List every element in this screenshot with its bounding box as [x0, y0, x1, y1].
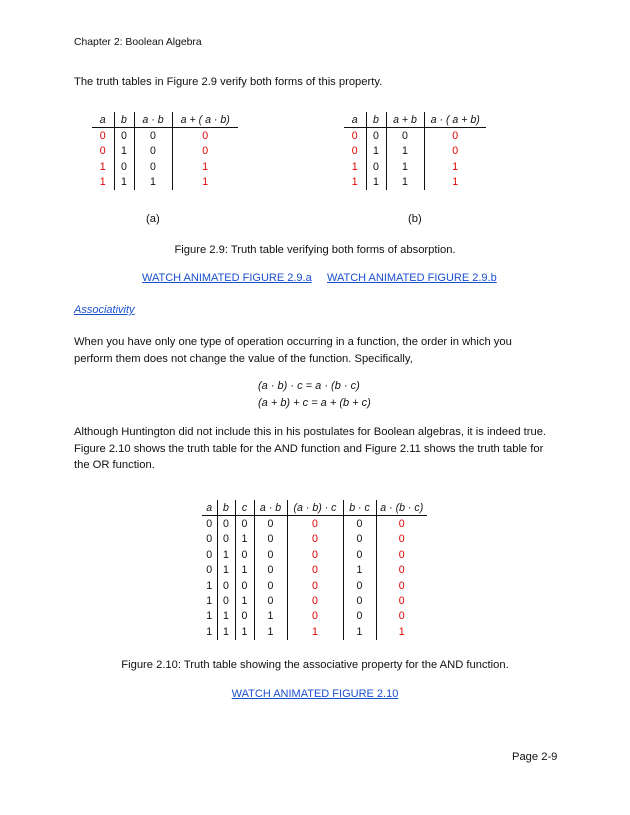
column-header: b — [114, 112, 134, 128]
column-header: b · c — [343, 500, 376, 516]
assoc-paragraph-2 — [74, 424, 546, 474]
cell: 0 — [254, 593, 287, 608]
cell: 0 — [217, 593, 235, 608]
subfigure-label-a: (a) — [146, 213, 160, 225]
table-row — [202, 609, 427, 624]
cell: 0 — [376, 516, 427, 532]
watch-figure-2-9b-link[interactable]: WATCH ANIMATED FIGURE 2.9.b — [327, 272, 497, 284]
cell: 0 — [287, 609, 343, 624]
cell: 1 — [235, 593, 254, 608]
cell: 0 — [235, 609, 254, 624]
cell: 1 — [235, 563, 254, 578]
cell: 1 — [343, 563, 376, 578]
chapter-header: Chapter 2: Boolean Algebra — [74, 37, 202, 48]
cell: 0 — [114, 159, 134, 174]
cell: 0 — [343, 609, 376, 624]
cell: 0 — [287, 547, 343, 562]
cell: 0 — [287, 532, 343, 547]
cell: 1 — [172, 175, 238, 190]
cell: 1 — [99, 176, 106, 189]
cell: 0 — [206, 533, 213, 546]
cell: 1 — [114, 144, 134, 159]
paragraph-line: Figure 2.10 shows the truth table for the AND function and Figure 2.11 shows the truth table for — [74, 442, 544, 455]
figure-2-10-caption: Figure 2.10: Truth table showing the associative property for the AND function. — [121, 659, 509, 671]
watch-figure-2-9a-link[interactable]: WATCH ANIMATED FIGURE 2.9.a — [142, 272, 312, 284]
cell: 0 — [206, 548, 213, 561]
figure-2-9-caption: Figure 2.9: Truth table verifying both forms of absorption. — [174, 244, 456, 256]
truth-table-2-10 — [202, 500, 427, 640]
cell: 0 — [287, 593, 343, 608]
cell: 1 — [366, 175, 386, 190]
table-row — [344, 144, 486, 159]
column-header: (a · b) · c — [287, 500, 343, 516]
cell: 1 — [351, 160, 358, 173]
cell: 0 — [366, 159, 386, 174]
cell: 1 — [376, 624, 427, 639]
table-row — [202, 578, 427, 593]
cell: 1 — [206, 610, 213, 623]
column-header: a · ( a + b) — [424, 112, 486, 128]
truth-table-2-9a — [92, 112, 238, 190]
table-row — [344, 159, 486, 174]
cell: 0 — [424, 128, 486, 144]
cell: 1 — [351, 176, 358, 189]
paragraph-line: the OR function. — [74, 459, 155, 471]
column-header: a — [202, 500, 217, 516]
cell: 0 — [376, 547, 427, 562]
table-row — [202, 624, 427, 639]
cell: 0 — [376, 532, 427, 547]
cell: 0 — [235, 578, 254, 593]
cell: 0 — [287, 578, 343, 593]
associativity-heading-link[interactable]: Associativity — [74, 304, 135, 316]
cell: 0 — [287, 563, 343, 578]
truth-table-2-9b — [344, 112, 486, 190]
cell: 0 — [217, 578, 235, 593]
cell: 1 — [206, 595, 213, 608]
cell: 0 — [217, 532, 235, 547]
cell: 0 — [343, 516, 376, 532]
table-row — [202, 516, 427, 532]
table-row — [344, 175, 486, 190]
table-row — [92, 144, 238, 159]
cell: 0 — [376, 563, 427, 578]
formula-and: (a · b) · c = a · (b · c) — [258, 380, 360, 392]
cell: 1 — [217, 624, 235, 639]
page-number: Page 2-9 — [512, 751, 558, 763]
cell: 0 — [351, 130, 358, 143]
formula-or: (a + b) + c = a + (b + c) — [258, 396, 371, 409]
cell: 1 — [254, 609, 287, 624]
table-header-row — [344, 112, 486, 128]
cell: 0 — [376, 578, 427, 593]
cell: 1 — [386, 175, 424, 190]
cell: 1 — [366, 144, 386, 159]
column-header: a — [344, 112, 366, 128]
table-header-row — [202, 500, 427, 516]
cell: 1 — [424, 175, 486, 190]
column-header: a + b — [386, 112, 424, 128]
cell: 0 — [217, 516, 235, 532]
cell: 0 — [376, 593, 427, 608]
cell: 1 — [217, 563, 235, 578]
cell: 0 — [172, 144, 238, 159]
cell: 1 — [217, 547, 235, 562]
table-row — [92, 128, 238, 144]
cell: 0 — [134, 159, 172, 174]
cell: 0 — [343, 547, 376, 562]
cell: 0 — [134, 144, 172, 159]
cell: 1 — [206, 625, 213, 638]
cell: 0 — [351, 145, 358, 158]
cell: 0 — [206, 564, 213, 577]
column-header: c — [235, 500, 254, 516]
cell: 0 — [287, 516, 343, 532]
paragraph-line: perform them does not change the value of the function. Specifically, — [74, 352, 413, 365]
cell: 1 — [386, 144, 424, 159]
cell: 1 — [343, 624, 376, 639]
cell: 0 — [172, 128, 238, 144]
cell: 0 — [254, 547, 287, 562]
cell: 1 — [99, 160, 106, 173]
subfigure-label-b: (b) — [408, 213, 422, 225]
cell: 1 — [386, 159, 424, 174]
formula-block — [258, 378, 371, 411]
cell: 0 — [206, 518, 213, 531]
cell: 0 — [366, 128, 386, 144]
column-header: a · b — [134, 112, 172, 128]
column-header: a · (b · c) — [376, 500, 427, 516]
cell: 1 — [287, 624, 343, 639]
cell: 0 — [99, 145, 106, 158]
cell: 1 — [424, 159, 486, 174]
cell: 1 — [254, 624, 287, 639]
intro-text: The truth tables in Figure 2.9 verify both forms of this property. — [74, 76, 383, 88]
cell: 0 — [254, 563, 287, 578]
table-header-row — [92, 112, 238, 128]
column-header: a + ( a · b) — [172, 112, 238, 128]
cell: 0 — [254, 516, 287, 532]
cell: 0 — [254, 578, 287, 593]
cell: 1 — [217, 609, 235, 624]
cell: 1 — [134, 175, 172, 190]
column-header: b — [366, 112, 386, 128]
cell: 1 — [235, 624, 254, 639]
cell: 0 — [386, 128, 424, 144]
column-header: a — [92, 112, 114, 128]
table-row — [202, 563, 427, 578]
cell: 0 — [376, 609, 427, 624]
table-row — [344, 128, 486, 144]
cell: 0 — [343, 532, 376, 547]
watch-figure-2-10-link[interactable]: WATCH ANIMATED FIGURE 2.10 — [231, 688, 399, 700]
cell: 0 — [134, 128, 172, 144]
cell: 1 — [114, 175, 134, 190]
table-row — [92, 175, 238, 190]
paragraph-line: When you have only one type of operation occurring in a function, the order in which you — [74, 336, 512, 348]
column-header: a · b — [254, 500, 287, 516]
cell: 0 — [343, 593, 376, 608]
table-row — [202, 547, 427, 562]
cell: 1 — [172, 159, 238, 174]
table-row — [202, 593, 427, 608]
cell: 0 — [114, 128, 134, 144]
paragraph-line: Although Huntington did not include this in his postulates for Boolean algebras, it is indeed true. — [74, 426, 547, 438]
cell: 1 — [206, 579, 213, 592]
cell: 0 — [235, 547, 254, 562]
cell: 0 — [424, 144, 486, 159]
cell: 0 — [254, 532, 287, 547]
cell: 0 — [99, 130, 106, 143]
cell: 0 — [235, 516, 254, 532]
assoc-paragraph-1 — [74, 334, 512, 367]
column-header: b — [217, 500, 235, 516]
table-row — [92, 159, 238, 174]
cell: 1 — [235, 532, 254, 547]
cell: 0 — [343, 578, 376, 593]
table-row — [202, 532, 427, 547]
